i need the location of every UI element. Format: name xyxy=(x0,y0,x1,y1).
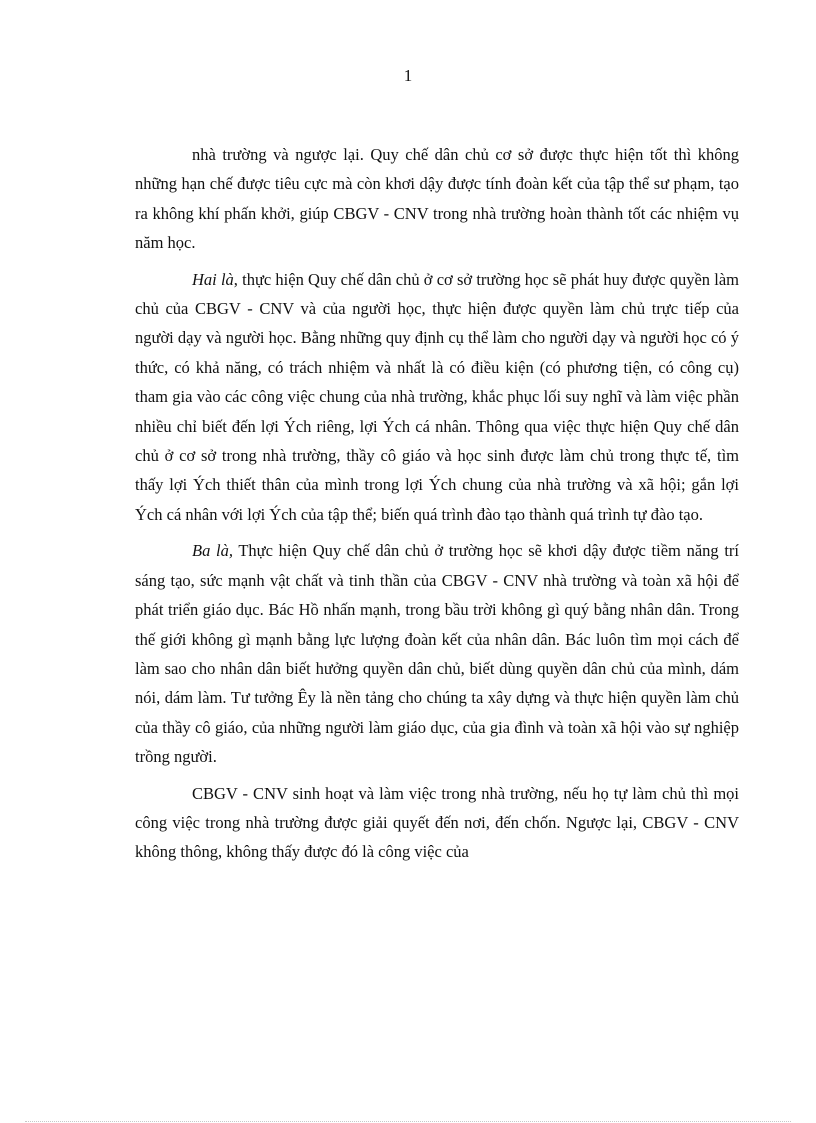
page-bottom-divider xyxy=(25,1121,791,1122)
paragraph-continuation xyxy=(135,140,739,258)
paragraph-text: , thực hiện Quy chế dân chủ ở cơ sở trường học sẽ phát huy được quyền làm chủ của CBGV - CNV và của người học, thực hiện được quyền làm chủ trực tiếp của người dạy và người học. Bằng những quy định cụ thể làm cho người dạy và người học có ý thức, có khả năng, có trách nhiệm và nhất là có điều kiện (có phương tiện, có công cụ) tham gia vào các công việc chung của nhà trường, khắc phục lối suy nghĩ và làm việc phần nhiều chỉ biết đến lợi Ých riêng, lợi Ých cá nhân. Thông qua việc thực hiện Quy chế dân chủ ở cơ sở trong nhà trường, thầy cô giáo và học sinh được làm chủ trong thực tế, tìm thấy lợi Ých thiết thân của mình trong lợi Ých chung của nhà trường và xã hội; gắn lợi Ých cá nhân với lợi Ých của tập thể; biến quá trình đào tạo thành quá trình tự đào tạo. xyxy=(135,269,739,524)
paragraph-lead: Ba là, xyxy=(192,541,233,561)
paragraph-hai-la xyxy=(135,265,739,530)
document-body xyxy=(135,140,739,874)
paragraph-cbgv xyxy=(135,779,739,867)
paragraph-text: nhà trường và ngược lại. Quy chế dân chủ cơ sở được thực hiện tốt thì không những hạn chế được tiêu cực mà còn khơi dậy được tính đoàn kết của tập thể sư phạm, tạo ra không khí phấn khởi, giúp CBGV - CNV trong nhà trường hoàn thành tốt các nhiệm vụ năm học. xyxy=(135,145,739,253)
paragraph-text: CBGV - CNV sinh hoạt và làm việc trong nhà trường, nếu họ tự làm chủ thì mọi công việc trong nhà trường được giải quyết đến nơi, đến chốn. Ngược lại, CBGV - CNV không thông, không thấy được đó là công việc của xyxy=(135,783,739,862)
paragraph-lead: Hai là xyxy=(192,269,234,289)
paragraph-ba-la xyxy=(135,536,739,771)
paragraph-text: Thực hiện Quy chế dân chủ ở trường học sẽ khơi dậy được tiềm năng trí sáng tạo, sức mạnh vật chất và tinh thần của CBGV - CNV nhà trường và toàn xã hội để phát triển giáo dục. Bác Hồ nhấn mạnh, trong bầu trời không gì quý bằng nhân dân. Trong thế giới không gì mạnh bằng lực lượng đoàn kết của nhân dân. Bác luôn tìm mọi cách để làm sao cho nhân dân biết hưởng quyền dân chủ, biết dùng quyền dân chủ của mình, dám nói, dám làm. Tư tưởng Êy là nền tảng cho chúng ta xây dựng và thực hiện quyền làm chủ của thầy cô giáo, của những người làm giáo dục, của gia đình và toàn xã hội vào sự nghiệp trồng người. xyxy=(135,541,739,767)
page-number: 1 xyxy=(403,66,413,85)
